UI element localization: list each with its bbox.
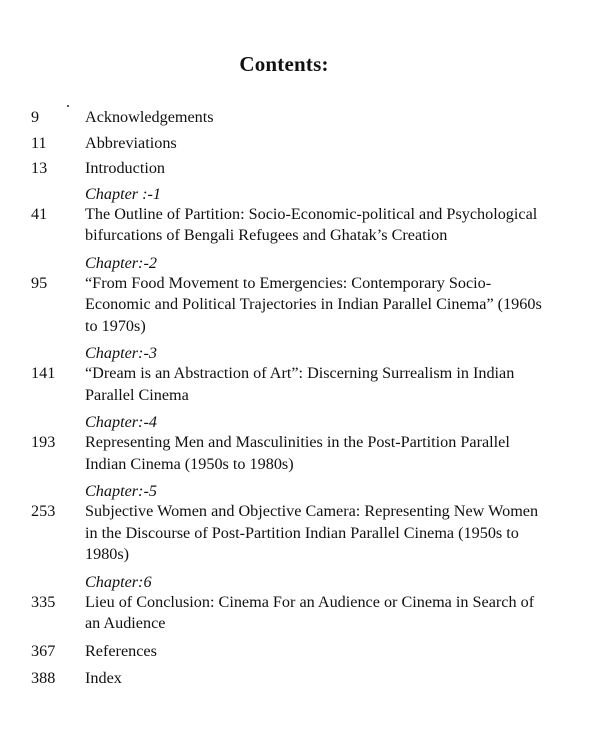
page-number: 193 (31, 433, 56, 451)
entry-title: References (85, 641, 157, 660)
page-number: 388 (31, 669, 56, 687)
toc-entry-abbreviations[interactable] (0, 133, 600, 155)
chapter-label: Chapter:-4 (85, 413, 157, 431)
page-number: 141 (31, 364, 56, 382)
page-title: Contents: (239, 52, 329, 76)
toc-entry-references[interactable] (0, 641, 600, 663)
chapter-label: Chapter:-3 (85, 344, 157, 362)
entry-title: “From Food Movement to Emergencies: Contemporary Socio-Economic and Political Trajectories in Indian Parallel Cinema” (1960s to 1970s) (85, 273, 542, 335)
entry-title: Index (85, 669, 122, 687)
toc-entry-chapter-1[interactable] (0, 204, 600, 247)
toc-entry-chapter-6[interactable] (0, 592, 600, 635)
entry-title: “Dream is an Abstraction of Art”: Discerning Surrealism in Indian Parallel Cinema (85, 364, 515, 404)
table-of-contents (0, 107, 600, 690)
toc-entry-introduction[interactable] (0, 158, 600, 180)
entry-title: Abbreviations (85, 133, 177, 152)
page-number: 95 (31, 273, 48, 292)
page-number: 11 (31, 133, 47, 152)
entry-title: Lieu of Conclusion: Cinema For an Audience or Cinema in Search of an Audience (85, 592, 535, 632)
page-number: 335 (31, 592, 56, 611)
entry-title: The Outline of Partition: Socio-Economic-political and Psychological bifurcations of Bengali Refugees and Ghatak’s Creation (85, 204, 538, 244)
page-number: 13 (31, 159, 48, 177)
toc-entry-chapter-3[interactable] (0, 363, 600, 406)
chapter-label: Chapter :-1 (85, 184, 161, 203)
toc-entry-acknowledgements[interactable] (0, 107, 600, 129)
page-number: 253 (31, 502, 56, 520)
entry-title: Subjective Women and Objective Camera: Representing New Women in the Discourse of Post-Partition Indian Parallel Cinema (1950s to 1980s) (85, 502, 539, 563)
chapter-label: Chapter:-2 (85, 253, 157, 272)
page-number: 9 (31, 108, 40, 126)
chapter-label: Chapter:6 (85, 572, 152, 591)
toc-entry-chapter-5[interactable] (0, 501, 600, 566)
toc-entry-chapter-4[interactable] (0, 432, 600, 475)
chapter-label: Chapter:-5 (85, 482, 157, 500)
entry-title: Representing Men and Masculinities in the Post-Partition Parallel Indian Cinema (1950s to 1980s) (85, 433, 510, 473)
page-number: 367 (31, 641, 56, 660)
toc-entry-chapter-2[interactable] (0, 273, 600, 338)
entry-title: Acknowledgements (85, 108, 214, 126)
toc-entry-index[interactable] (0, 668, 600, 690)
entry-title: Introduction (85, 159, 166, 177)
page-number: 41 (31, 204, 48, 223)
